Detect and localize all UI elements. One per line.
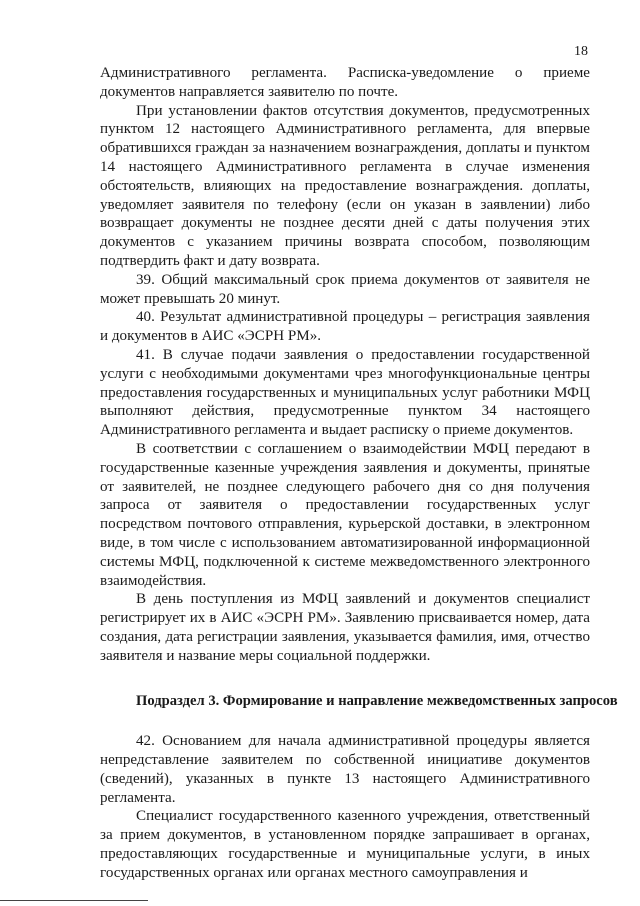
paragraph-40: 40. Результат административной процедуры – регистрация заявления и документов в АИС «ЭСРН РМ». [100, 309, 590, 345]
paragraph-39: 39. Общий максимальный срок приема документов от заявителя не может превышать 20 минут. [100, 271, 590, 307]
paragraph-missing-documents: При установлении фактов отсутствия документов, предусмотренных пунктом 12 настоящего Административного регламента, для впервые обратившихся граждан за назначением вознаграждения, доплаты и пунктом 14 настоящего Административного регламента в случае изменения обстоятельств, влияющих на предоставление вознаграждения. доплаты, уведомляет заявителя по телефону (если он указан в заявлении) либо возвращает документы не позднее десяти дней с даты получения этих документов с указанием причины возврата способом, позволяющим подтвердить факт и дату возврата. [100, 102, 590, 269]
paragraph-specialist: Специалист государственного казенного учреждения, ответственный за прием документов, в установленном порядке запрашивает в органах, предоставляющих государственные и муниципальные услуги, в иных государственных органах или органах местного самоуправления и [100, 808, 590, 881]
paragraph-mfc-agreement: В соответствии с соглашением о взаимодействии МФЦ передают в государственные казенные учреждения заявления и документы, принятые от заявителей, не позднее следующего рабочего дня со дня получения запроса от заявителя о предоставлении государственных услуг посредством почтового отправления, курьерской доставки, в электронном виде, в том числе с использованием автоматизированной информационной системы МФЦ, подключенной к системе межведомственного электронного взаимодействия. [100, 440, 590, 589]
document-body [100, 64, 618, 883]
section-heading: Подраздел 3. Формирование и направление межведомственных запросов [136, 692, 618, 709]
paragraph-continuation: Административного регламента. Расписка-уведомление о приеме документов направляется заявителю по почте. [100, 65, 590, 100]
paragraph-registration: В день поступления из МФЦ заявлений и документов специалист регистрирует их в АИС «ЭСРН РМ». Заявлению присваивается номер, дата создания, дата регистрации заявления, указывается фамилия, имя, отчество заявителя и название меры социальной поддержки. [100, 591, 590, 664]
footnote-rule [0, 900, 148, 901]
heading-gap [100, 710, 590, 732]
section-gap [100, 666, 590, 692]
paragraph-42: 42. Основанием для начала административной процедуры является непредставление заявителем по собственной инициативе документов (сведений), указанных в пункте 13 настоящего Административного регламента. [100, 733, 590, 806]
paragraph-41: 41. В случае подачи заявления о предоставлении государственной услуги с необходимыми документами чрез многофункциональные центры предоставления государственных и муниципальных услуг работники МФЦ выполняют действия, предусмотренные пунктом 34 настоящего Административного регламента и выдает расписку о приеме документов. [100, 346, 590, 439]
page-number: 18 [574, 44, 588, 59]
